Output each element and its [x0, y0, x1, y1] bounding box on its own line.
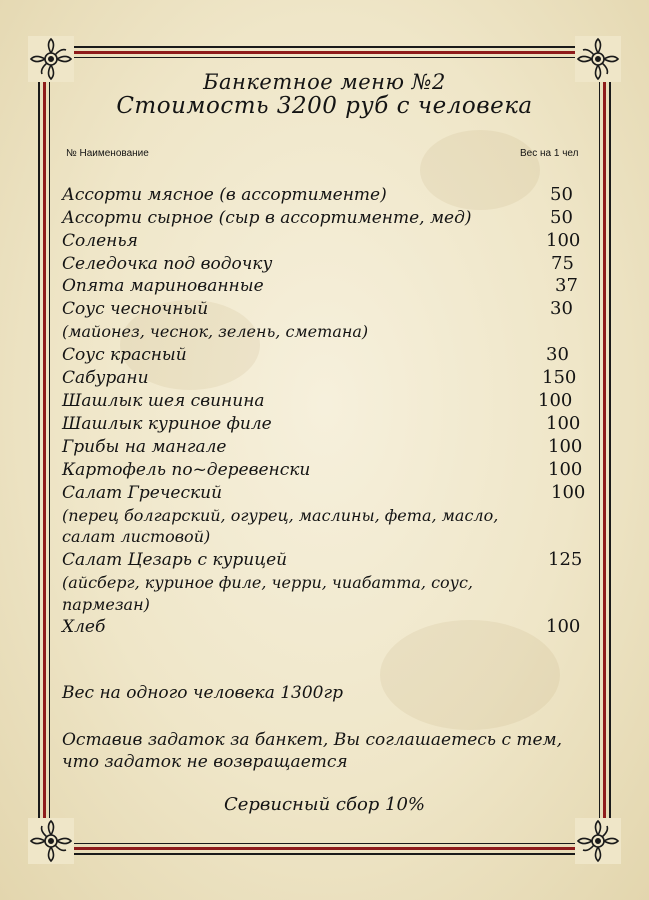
- item-name: Ассорти мясное (в ассортименте): [62, 185, 387, 205]
- item-weight: 100: [546, 230, 581, 251]
- item-name: Селедочка под водочку: [62, 254, 273, 274]
- item-weight: 100: [546, 413, 581, 434]
- price-line: Стоимость 3200 руб с человека: [116, 93, 533, 119]
- item-weight: 150: [542, 367, 577, 388]
- item-weight: 125: [548, 549, 583, 570]
- item-weight: 100: [548, 459, 583, 480]
- item-description: салат листовой): [62, 527, 211, 546]
- item-weight: 30: [546, 344, 569, 365]
- item-weight: 30: [550, 298, 573, 319]
- item-name: Сабурани: [62, 368, 149, 388]
- item-description: (майонез, чеснок, зелень, сметана): [62, 322, 369, 341]
- corner-ornament-icon: [28, 818, 74, 864]
- item-name: Салат Греческий: [62, 483, 223, 503]
- item-description: пармезан): [62, 595, 150, 614]
- service-fee: Сервисный сбор 10%: [223, 794, 426, 815]
- item-name: Шашлык шея свинина: [62, 391, 265, 411]
- item-description: (айсберг, куриное филе, черри, чиабатта, соус,: [62, 573, 474, 592]
- item-weight: 100: [548, 436, 583, 457]
- item-name: Грибы на мангале: [62, 437, 227, 457]
- item-weight: 75: [551, 253, 574, 274]
- item-name: Салат Цезарь с курицей: [62, 550, 288, 570]
- item-weight: 100: [538, 390, 573, 411]
- item-name: Шашлык куриное филе: [62, 414, 272, 434]
- item-name: Соус красный: [62, 345, 187, 365]
- header-name-column: № Наименование: [66, 148, 149, 159]
- deposit-notice: что задаток не возвращается: [62, 752, 348, 772]
- item-name: Картофель по~деревенски: [62, 460, 311, 480]
- menu-title: Банкетное меню №2: [203, 70, 446, 94]
- header-weight-column: Вес на 1 чел: [520, 148, 579, 159]
- item-weight: 37: [555, 275, 578, 296]
- item-weight: 100: [551, 482, 586, 503]
- item-weight: 50: [550, 184, 573, 205]
- deposit-notice: Оставив задаток за банкет, Вы соглашаетесь с тем,: [62, 730, 563, 750]
- corner-ornament-icon: [575, 818, 621, 864]
- item-name: Ассорти сырное (сыр в ассортименте, мед): [62, 208, 472, 228]
- item-name: Опята маринованные: [62, 276, 264, 296]
- item-name: Хлеб: [62, 617, 106, 637]
- item-weight: 100: [546, 616, 581, 637]
- total-weight: Вес на одного человека 1300гр: [62, 683, 343, 703]
- item-name: Соленья: [62, 231, 138, 251]
- item-weight: 50: [550, 207, 573, 228]
- item-description: (перец болгарский, огурец, маслины, фета, масло,: [62, 506, 499, 525]
- item-name: Соус чесночный: [62, 299, 209, 319]
